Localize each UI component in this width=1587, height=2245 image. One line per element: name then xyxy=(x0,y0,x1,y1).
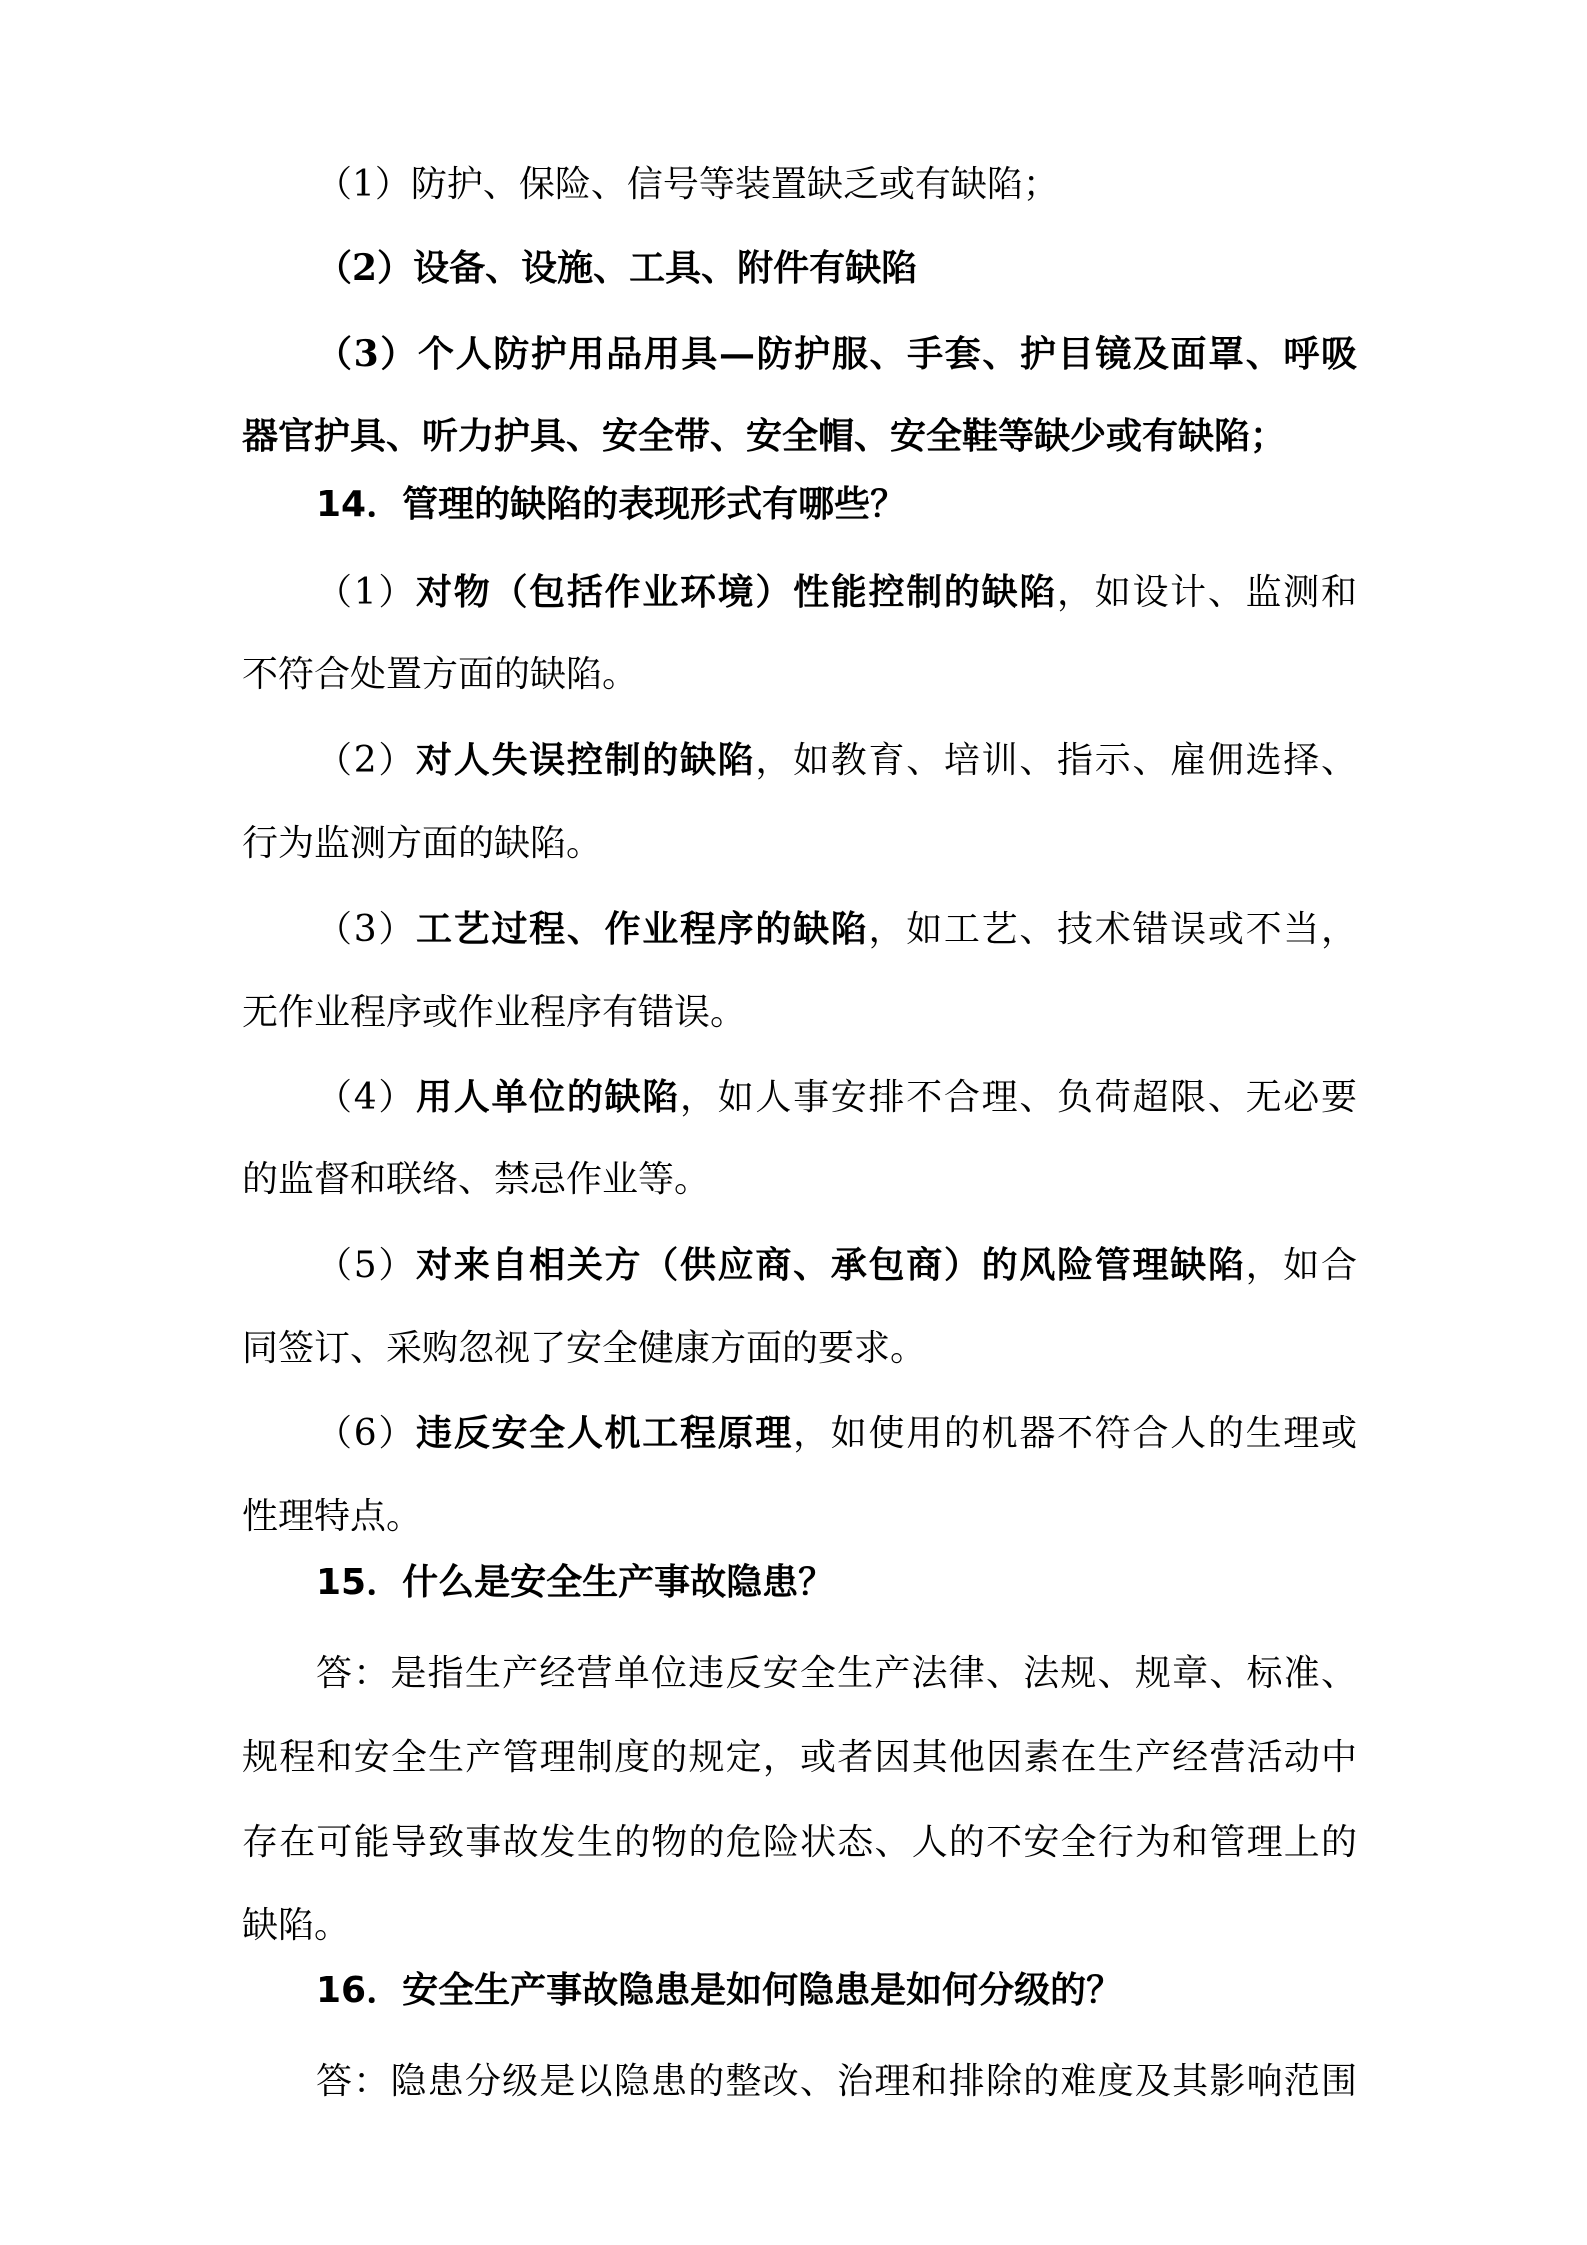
question-15-heading xyxy=(316,1558,1357,1608)
question-14-number: 14． xyxy=(316,484,403,525)
q15-answer-text-2: 规程和安全生产管理制度的规定，或者因其他因素在生产经营活动中 xyxy=(242,1737,1357,1778)
q14-item-3-line-1 xyxy=(316,904,1357,954)
hazard-item-1-text: 防护、保险、信号等装置缺乏或有缺陷； xyxy=(410,164,1059,205)
q14-item-5-text-cont: 同签订、采购忽视了安全健康方面的要求。 xyxy=(242,1328,927,1369)
q15-answer-text-3: 存在可能导致事故发生的物的危险状态、人的不安全行为和管理上的 xyxy=(242,1822,1357,1863)
hazard-item-3-text-cont: 器官护具、听力护具、安全带、安全帽、安全鞋等缺少或有缺陷； xyxy=(242,415,1287,457)
q14-item-2-label: （2） xyxy=(316,740,417,781)
q15-answer-line-2 xyxy=(242,1733,1357,1783)
question-14-heading xyxy=(316,480,1357,530)
q15-answer-line-3 xyxy=(242,1818,1357,1868)
q14-item-1-line-1 xyxy=(316,567,1357,617)
q14-item-1-text: ，如设计、监测和 xyxy=(1057,572,1357,613)
hazard-item-3-line-2 xyxy=(242,411,1357,461)
hazard-item-3-line-1 xyxy=(316,329,1357,379)
q14-item-3-text: ，如工艺、技术错误或不当， xyxy=(868,909,1357,950)
q16-answer-line-1 xyxy=(316,2057,1357,2107)
q16-answer-text-1: 答：隐患分级是以隐患的整改、治理和排除的难度及其影响范围 xyxy=(316,2061,1357,2102)
hazard-item-3-label: （3） xyxy=(316,333,418,375)
q14-item-4-emphasis: 用人单位的缺陷 xyxy=(416,1076,680,1118)
question-16-heading xyxy=(316,1966,1357,2016)
q14-item-3-text-cont: 无作业程序或作业程序有错误。 xyxy=(242,992,747,1033)
hazard-item-2 xyxy=(316,243,1357,293)
q14-item-6-line-1 xyxy=(316,1408,1357,1458)
q14-item-5-line-2 xyxy=(242,1324,1357,1374)
q14-item-2-line-2 xyxy=(242,819,1357,869)
q14-item-6-label: （6） xyxy=(316,1413,417,1454)
question-15-title: 什么是安全生产事故隐患？ xyxy=(402,1562,835,1603)
q14-item-2-text-cont: 行为监测方面的缺陷。 xyxy=(242,823,603,864)
q14-item-1-label: （1） xyxy=(316,572,417,613)
q14-item-1-emphasis: 对物（包括作业环境）性能控制的缺陷 xyxy=(416,571,1058,613)
q14-item-5-line-1 xyxy=(316,1240,1357,1290)
q14-item-4-line-1 xyxy=(316,1072,1357,1122)
q14-item-2-text: ，如教育、培训、指示、雇佣选择、 xyxy=(755,740,1357,781)
q14-item-5-text: ，如合 xyxy=(1245,1245,1357,1286)
question-16-title: 安全生产事故隐患是如何隐患是如何分级的？ xyxy=(402,1970,1123,2011)
q14-item-5-label: （5） xyxy=(316,1245,417,1286)
hazard-item-1-label: （1） xyxy=(316,164,411,205)
q14-item-2-emphasis: 对人失误控制的缺陷 xyxy=(416,739,756,781)
hazard-item-3-text: 个人防护用品用具—防护服、手套、护目镜及面罩、呼吸 xyxy=(417,333,1357,375)
q14-item-1-text-cont: 不符合处置方面的缺陷。 xyxy=(242,654,639,695)
question-15-number: 15． xyxy=(316,1562,403,1603)
question-14-title: 管理的缺陷的表现形式有哪些？ xyxy=(402,484,907,525)
q14-item-4-text: ，如人事安排不合理、负荷超限、无必要 xyxy=(679,1077,1357,1118)
hazard-item-2-label: （2） xyxy=(316,247,414,289)
q14-item-3-line-2 xyxy=(242,988,1357,1038)
question-16-number: 16． xyxy=(316,1970,403,2011)
q14-item-6-line-2 xyxy=(242,1492,1357,1542)
q14-item-4-line-2 xyxy=(242,1155,1357,1205)
hazard-item-1 xyxy=(316,160,1357,210)
q14-item-4-label: （4） xyxy=(316,1077,417,1118)
q14-item-6-emphasis: 违反安全人机工程原理 xyxy=(416,1412,794,1454)
q15-answer-text-4: 缺陷。 xyxy=(242,1905,351,1946)
q15-answer-line-4 xyxy=(242,1901,1357,1951)
q14-item-3-label: （3） xyxy=(316,909,417,950)
q14-item-6-text: ，如使用的机器不符合人的生理或 xyxy=(793,1413,1357,1454)
hazard-item-2-text: 设备、设施、工具、附件有缺陷 xyxy=(413,247,918,289)
q14-item-4-text-cont: 的监督和联络、禁忌作业等。 xyxy=(242,1159,711,1200)
q15-answer-line-1 xyxy=(316,1649,1357,1699)
q14-item-6-text-cont: 性理特点。 xyxy=(242,1496,423,1537)
q14-item-5-emphasis: 对来自相关方（供应商、承包商）的风险管理缺陷 xyxy=(416,1244,1246,1286)
q14-item-3-emphasis: 工艺过程、作业程序的缺陷 xyxy=(416,908,869,950)
q14-item-1-line-2 xyxy=(242,650,1357,700)
q15-answer-text-1: 答：是指生产经营单位违反安全生产法律、法规、规章、标准、 xyxy=(316,1653,1357,1694)
q14-item-2-line-1 xyxy=(316,735,1357,785)
